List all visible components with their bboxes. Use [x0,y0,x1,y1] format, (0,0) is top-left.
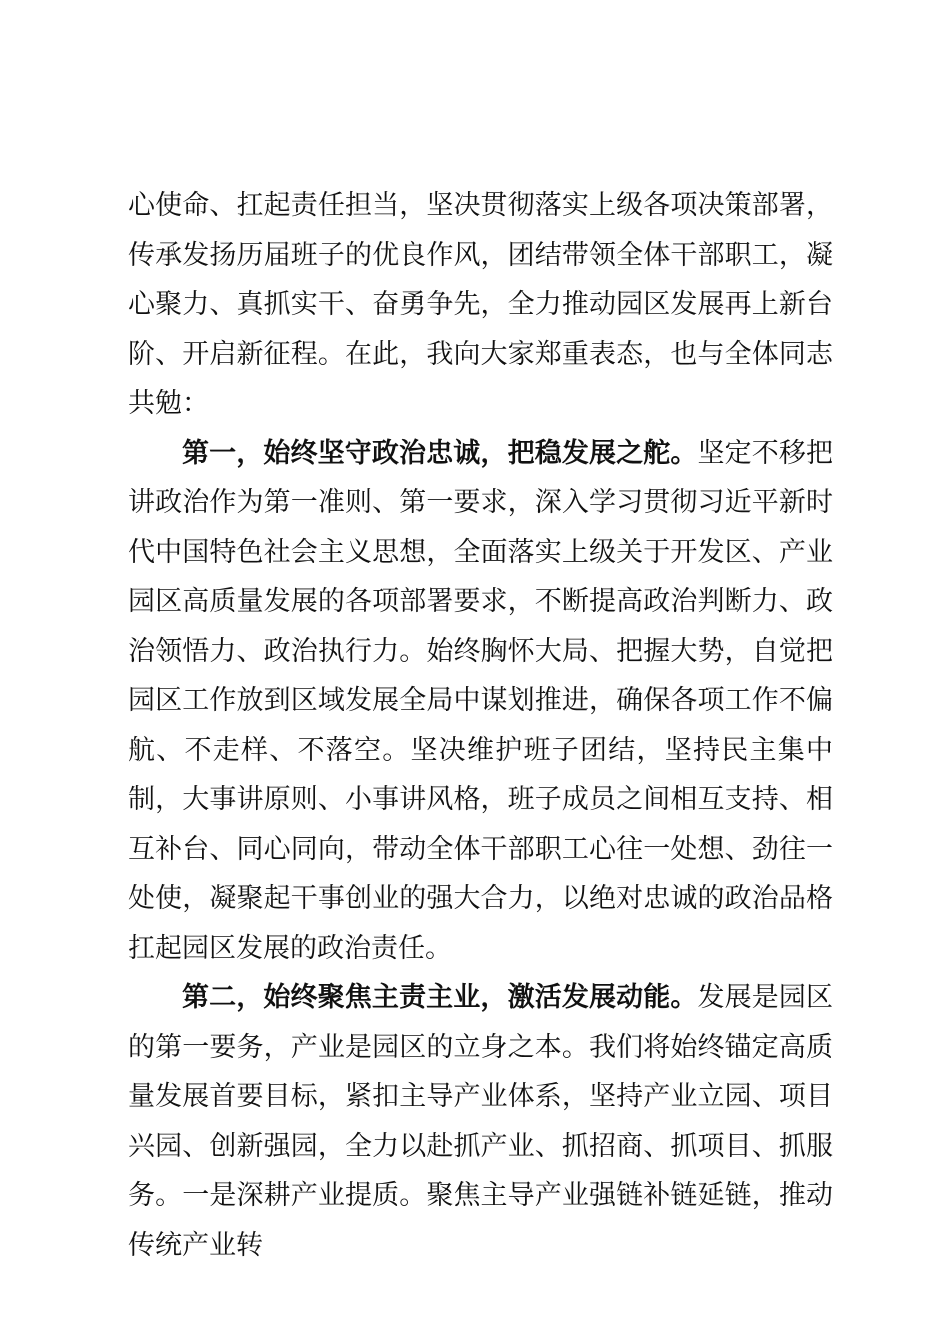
paragraph-heading: 第二，始终聚焦主责主业，激活发展动能。 [182,982,698,1013]
paragraph-text: 心使命、扛起责任担当，坚决贯彻落实上级各项决策部署，传承发扬历届班子的优良作风，团结带领全体干部职工，凝心聚力、真抓实干、奋勇争先，全力推动园区发展再上新台阶、开启新征程。在此，我向大家郑重表态，也与全体同志共勉： [128,190,833,419]
paragraph-intro [128,181,833,429]
paragraph-heading: 第一，始终坚守政治忠诚，把稳发展之舵。 [182,437,698,469]
paragraph-text: 发展是园区的第一要务，产业是园区的立身之本。我们将始终锚定高质量发展首要目标，紧扣主导产业体系，坚持产业立园、项目兴园、创新强园，全力以赴抓产业、抓招商、抓项目、抓服务。一是深耕产业提质。聚焦主导产业强链补链延链，推动传统产业转 [128,982,834,1261]
paragraph-first-point [128,429,833,974]
document-body [128,181,833,1270]
paragraph-second-point [128,973,833,1270]
paragraph-text: 坚定不移把讲政治作为第一准则、第一要求，深入学习贯彻习近平新时代中国特色社会主义思想，全面落实上级关于开发区、产业园区高质量发展的各项部署要求，不断提高政治判断力、政治领悟力、政治执行力。始终胸怀大局、把握大势，自觉把园区工作放到区域发展全局中谋划推进，确保各项工作不偏航、不走样、不落空。坚决维护班子团结，坚持民主集中制，大事讲原则、小事讲风格，班子成员之间相互支持、相互补台、同心同向，带动全体干部职工心往一处想、劲往一处使，凝聚起干事创业的强大合力，以绝对忠诚的政治品格扛起园区发展的政治责任。 [128,437,834,964]
